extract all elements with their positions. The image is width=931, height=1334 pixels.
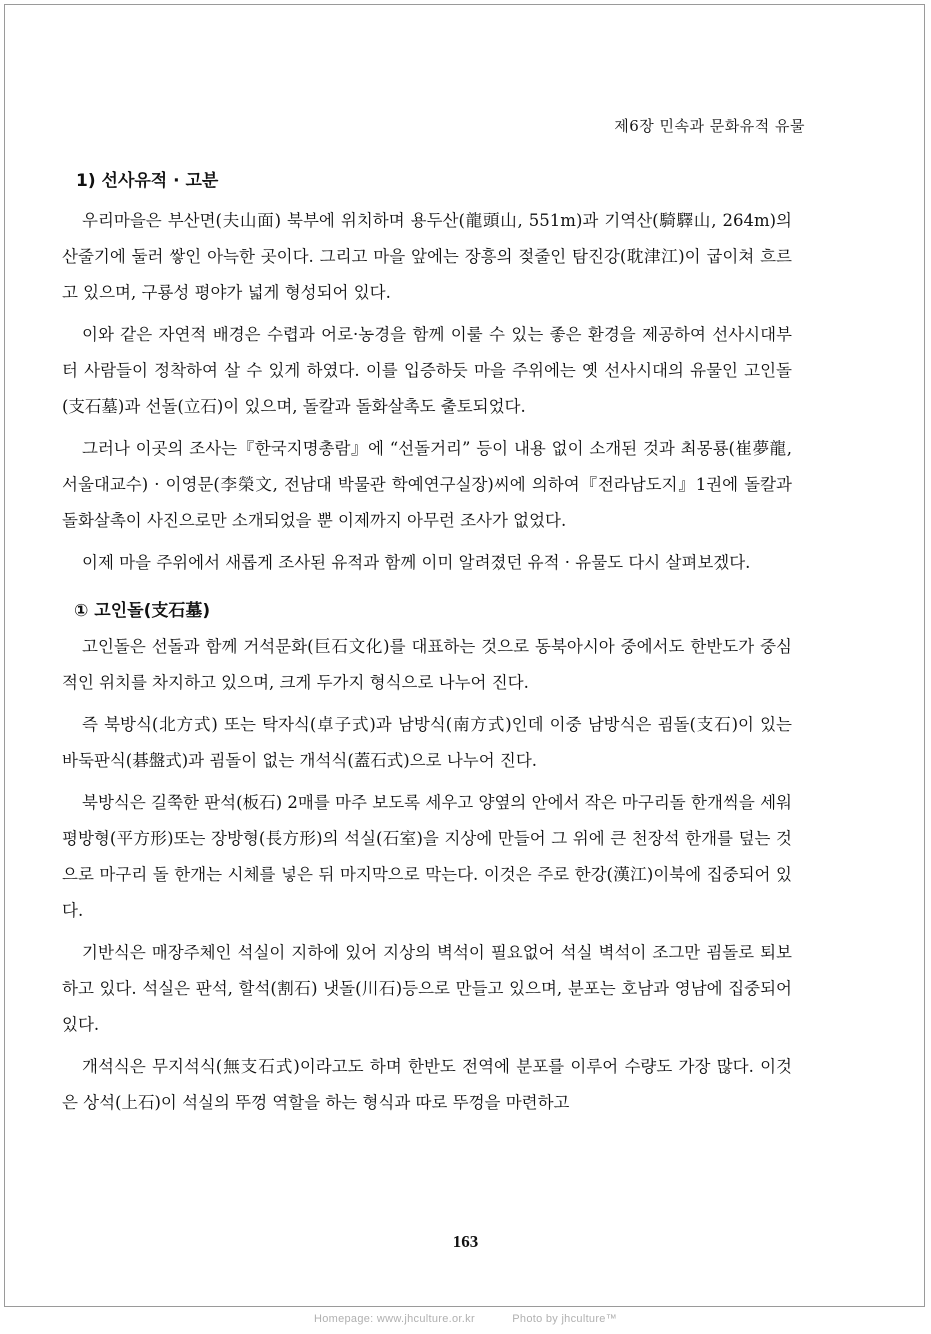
paragraph: 그러나 이곳의 조사는『한국지명총람』에 “선돌거리” 등이 내용 없이 소개된 것과 최몽룡(崔夢龍, 서울대교수) · 이영문(李榮文, 전남대 박물관 학예연구실장)씨에 의하여『전라남도지』1권에 돌칼과 돌화살촉이 사진으로만 소개되었을 뿐 이제까지 아무런 조사가 없었다. (62, 439, 792, 530)
paragraph: 북방식은 길쭉한 판석(板石) 2매를 마주 보도록 세우고 양옆의 안에서 작은 마구리돌 한개씩을 세워 평방형(平方形)또는 장방형(長方形)의 석실(石室)을 지상에 만들어 그 위에 큰 천장석 한개를 덮는 것으로 마구리 돌 한개는 시체를 넣은 뒤 마지막으로 막는다. 이것은 주로 한강(漢江)이북에 집중되어 있다. (62, 793, 792, 920)
paragraph: 이와 같은 자연적 배경은 수렵과 어로·농경을 함께 이룰 수 있는 좋은 환경을 제공하여 선사시대부터 사람들이 정착하여 살 수 있게 하였다. 이를 입증하듯 마을 주위에는 옛 선사시대의 유물인 고인돌(支石墓)과 선돌(立石)이 있으며, 돌칼과 돌화살촉도 출토되었다. (62, 325, 792, 416)
subsection-heading: ① 고인돌(支石墓) (74, 601, 211, 621)
paragraph: 기반식은 매장주체인 석실이 지하에 있어 지상의 벽석이 필요없어 석실 벽석이 조그만 굄돌로 퇴보하고 있다. 석실은 판석, 할석(割石) 냇돌(川石)등으로 만들고 있으며, 분포는 호남과 영남에 집중되어 있다. (62, 943, 792, 1034)
page-body (62, 163, 792, 1121)
paragraph: 개석식은 무지석식(無支石式)이라고도 하며 한반도 전역에 분포를 이루어 수량도 가장 많다. 이것은 상석(上石)이 석실의 뚜껑 역할을 하는 형식과 따로 뚜껑을 마련하고 (62, 1057, 792, 1112)
paragraph: 즉 북방식(北方式) 또는 탁자식(卓子式)과 남방식(南方式)인데 이중 남방식은 굄돌(支石)이 있는 바둑판식(碁盤式)과 굄돌이 없는 개석식(蓋石式)으로 나누어 진다. (62, 715, 792, 770)
paragraph: 우리마을은 부산면(夫山面) 북부에 위치하며 용두산(龍頭山, 551m)과 기역산(騎驛山, 264m)의 산줄기에 둘러 쌓인 아늑한 곳이다. 그리고 마을 앞에는 장흥의 젖줄인 탐진강(耽津江)이 굽이쳐 흐르고 있으며, 구룡성 평야가 넓게 형성되어 있다. (62, 211, 792, 302)
footer-photo-credit: Photo by jhculture™ (512, 1313, 618, 1325)
footer (0, 1313, 931, 1325)
paragraph: 고인돌은 선돌과 함께 거석문화(巨石文化)를 대표하는 것으로 동북아시아 중에서도 한반도가 중심적인 위치를 차지하고 있으며, 크게 두가지 형식으로 나누어 진다. (62, 637, 792, 692)
chapter-header: 제6장 민속과 문화유적 유물 (614, 117, 805, 135)
page-number: 163 (452, 1232, 479, 1251)
paragraph: 이제 마을 주위에서 새롭게 조사된 유적과 함께 이미 알려졌던 유적 · 유물도 다시 살펴보겠다. (82, 553, 751, 572)
footer-homepage: Homepage: www.jhculture.or.kr (313, 1313, 475, 1325)
section-heading: 1) 선사유적 · 고분 (76, 171, 219, 191)
